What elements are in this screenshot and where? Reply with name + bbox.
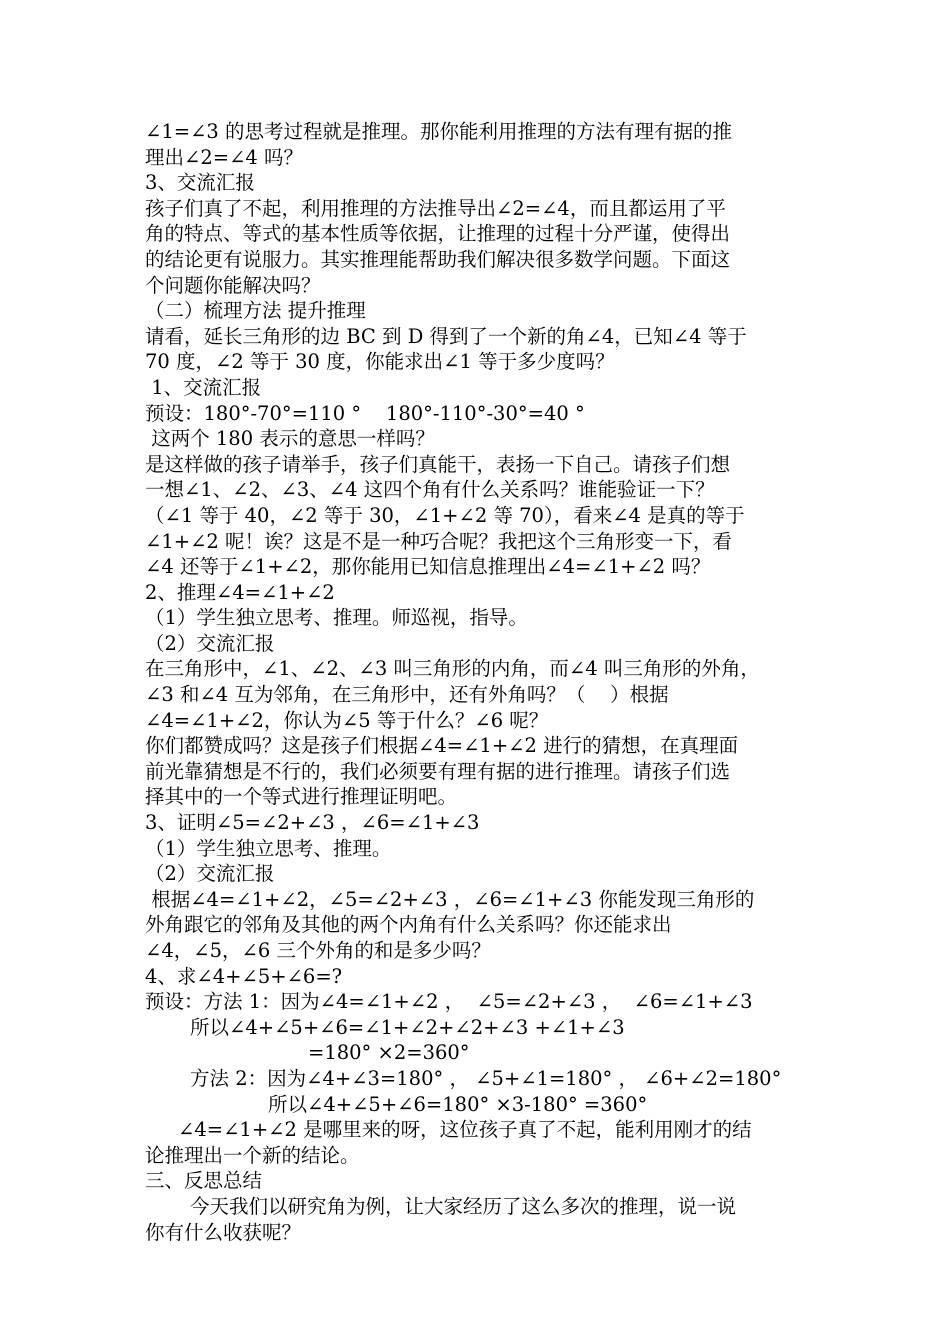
method-1-sum: 所以∠4+∠5+∠6=∠1+∠2+∠2+∠3 +∠1+∠3 [190, 1015, 625, 1039]
text-line: 70 度，∠2 等于 30 度，你能求出∠1 等于多少度吗？ [145, 350, 615, 374]
text-line: 你有什么收获呢？ [145, 1220, 302, 1244]
text-line: ∠4 还等于∠1+∠2，那你能用已知信息推理出∠4=∠1+∠2 吗？ [145, 555, 711, 579]
document-page [145, 119, 810, 1245]
section-heading: 三、反思总结 [145, 1169, 263, 1193]
paragraph-problem [145, 324, 810, 375]
paragraph-reflection [145, 1194, 810, 1245]
method-1-line: 预设：方法 1：因为∠4=∠1+∠2 ， ∠5=∠2+∠3 ， ∠6=∠1+∠3 [145, 990, 753, 1014]
text-line: 个问题你能解决吗？ [145, 273, 321, 297]
step-line: （1）学生独立思考、推理。师巡视，指导。 [145, 606, 528, 630]
step-line: （2）交流汇报 [145, 631, 275, 655]
paragraph-discovery [145, 887, 810, 964]
text-line: 一想∠1、∠2、∠3、∠4 这四个角有什么关系吗？谁能验证一下？ [145, 478, 715, 502]
text-line: 在三角形中，∠1、∠2、∠3 叫三角形的内角，而∠4 叫三角形的外角， [145, 657, 760, 681]
step-line: （2）交流汇报 [145, 862, 275, 886]
text-line: ∠4，∠5，∠6 三个外角的和是多少吗？ [145, 939, 491, 962]
text-line: 请看，延长三角形的边 BC 到 D 得到了一个新的角∠4，已知∠4 等于 [145, 324, 747, 348]
paragraph-reasoning-intro [145, 119, 810, 170]
method-1-result: =180° ×2=360° [308, 1041, 470, 1065]
text-line: ∠4=∠1+∠2 是哪里来的呀，这位孩子真了不起，能利用刚才的结 [178, 1118, 752, 1142]
preset-answer: 预设：180°-70°=110 ° 180°-110°-30°=40 ° [145, 401, 585, 425]
text-line: ∠4=∠1+∠2，你认为∠5 等于什么？∠6 呢？ [145, 708, 549, 732]
text-line: 根据∠4=∠1+∠2，∠5=∠2+∠3 ，∠6=∠1+∠3 你能发现三角形的 [145, 887, 755, 911]
text-line: ∠3 和∠4 互为邻角，在三角形中，还有外角吗？（ ）根据 [145, 683, 669, 707]
paragraph-exterior-angle [145, 656, 810, 733]
text-line: 论推理出一个新的结论。 [145, 1143, 360, 1167]
text-line: 择其中的一个等式进行推理证明吧。 [145, 785, 458, 809]
text-line: 孩子们真了不起，利用推理的方法推导出∠2=∠4，而且都运用了平 [145, 196, 726, 220]
section-heading: 4、求∠4+∠5+∠6=? [145, 964, 343, 988]
question-line: 这两个 180 表示的意思一样吗？ [145, 427, 435, 451]
method-2-line: 方法 2：因为∠4+∠3=180° ， ∠5+∠1=180° ， ∠6+∠2=180° [190, 1066, 782, 1090]
text-line: （∠1 等于 40，∠2 等于 30，∠1+∠2 等 70），看来∠4 是真的等于 [145, 503, 745, 527]
text-line: 角的特点、等式的基本性质等依据，让推理的过程十分严谨，使得出 [145, 222, 731, 246]
paragraph-conjecture [145, 733, 810, 810]
text-line: 外角跟它的邻角及其他的两个内角有什么关系吗？你还能求出 [145, 913, 672, 937]
section-heading: （二）梳理方法 提升推理 [145, 299, 366, 323]
text-line: 前光靠猜想是不行的，我们必须要有理有据的进行推理。请孩子们选 [145, 759, 731, 783]
method-2-result: 所以∠4+∠5+∠6=180° ×3-180° =360° [268, 1092, 648, 1116]
section-heading: 3、交流汇报 [145, 171, 255, 195]
paragraph-relationship [145, 452, 810, 580]
section-heading: 3、证明∠5=∠2+∠3 ，∠6=∠1+∠3 [145, 811, 480, 835]
text-line: 今天我们以研究角为例，让大家经历了这么多次的推理，说一说 [190, 1194, 737, 1218]
paragraph-praise-conclusion [145, 1117, 810, 1168]
text-line: 是这样做的孩子请举手，孩子们真能干，表扬一下自己。请孩子们想 [145, 452, 731, 476]
text-line: 的结论更有说服力。其实推理能帮助我们解决很多数学问题。下面这 [145, 247, 731, 271]
text-line: ∠1+∠2 呢！诶？这是不是一种巧合呢？我把这个三角形变一下，看 [145, 529, 733, 553]
section-heading: 1、交流汇报 [145, 375, 262, 399]
step-line: （1）学生独立思考、推理。 [145, 836, 392, 860]
text-line: 你们都赞成吗？这是孩子们根据∠4=∠1+∠2 进行的猜想，在真理面 [145, 734, 739, 758]
section-heading: 2、推理∠4=∠1+∠2 [145, 580, 335, 604]
text-line: 理出∠2=∠4 吗？ [145, 145, 304, 169]
text-line: ∠1=∠3 的思考过程就是推理。那你能利用推理的方法有理有据的推 [145, 120, 733, 143]
paragraph-praise [145, 196, 810, 298]
